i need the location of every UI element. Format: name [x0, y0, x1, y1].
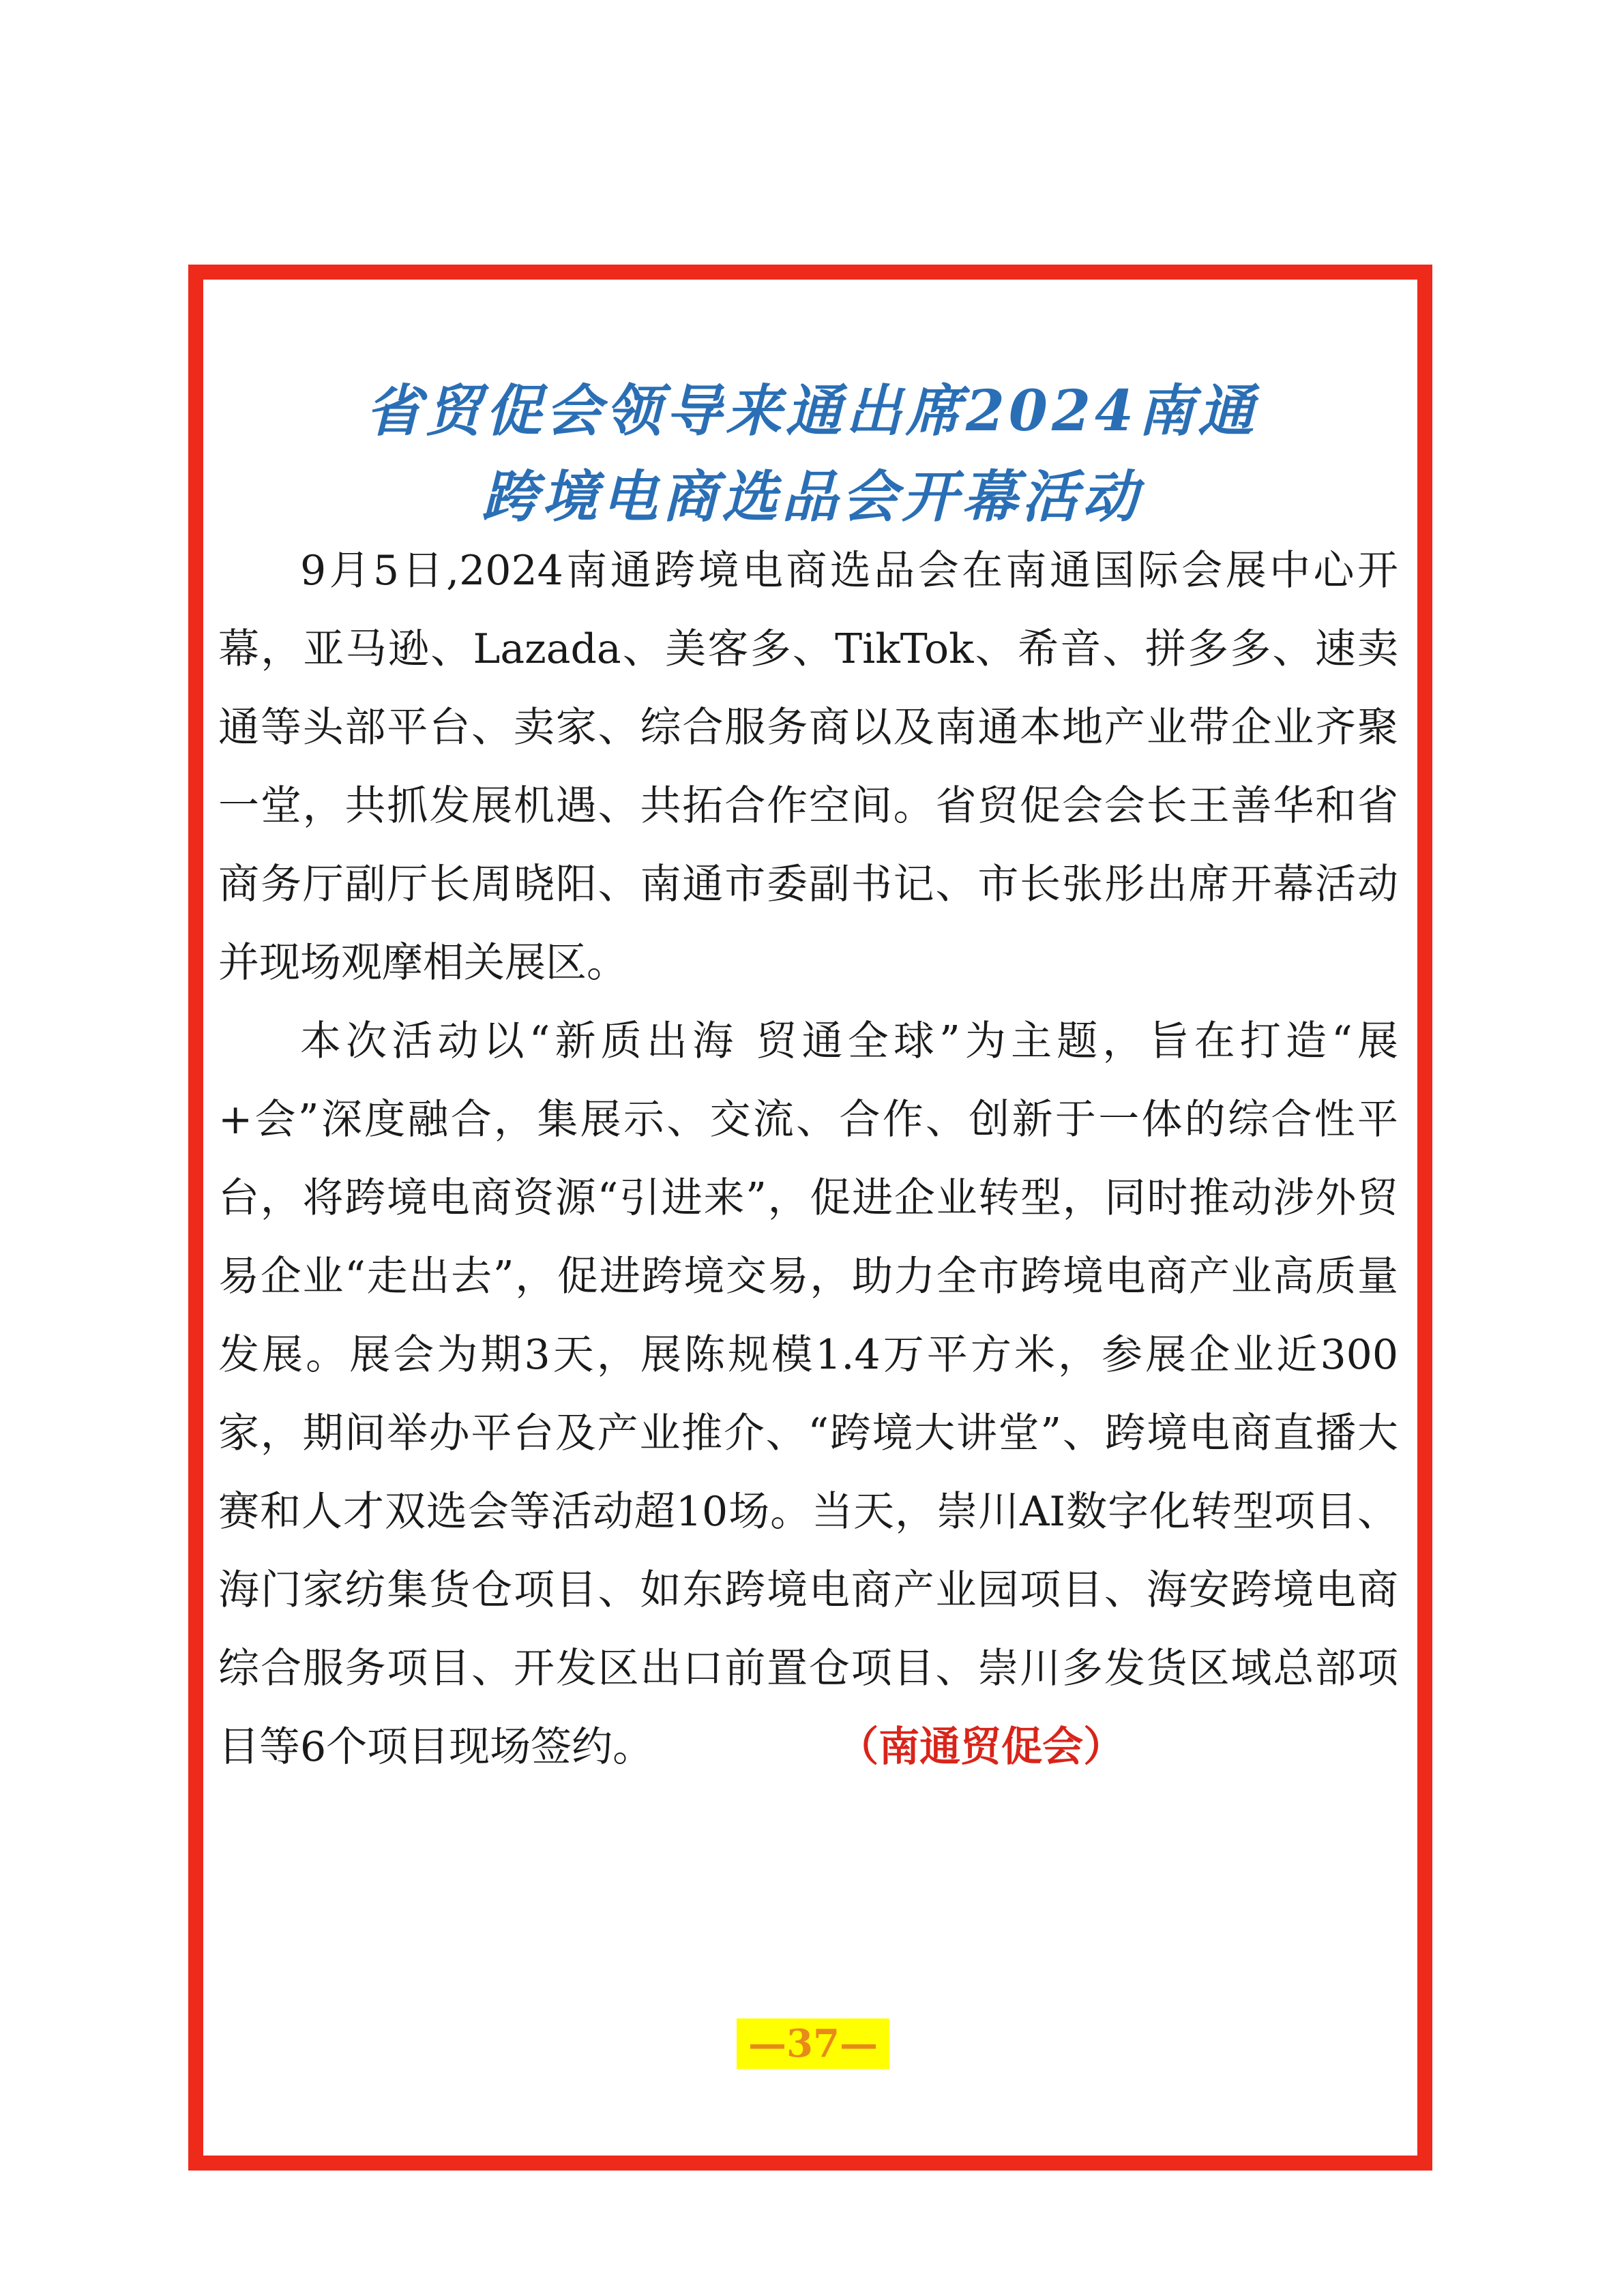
article-paragraph-2-text: 本次活动以“新质出海 贸通全球”为主题，旨在打造“展+会”深度融合，集展示、交流、合作、创新于一体的综合性平台，将跨境电商资源“引进来”，促进企业转型，同时推动涉外贸易企业“走出去”，促进跨境交易，助力全市跨境电商产业高质量发展。展会为期3天，展陈规模1.4万平方米，参展企业近300家，期间举办平台及产业推介、“跨境大讲堂”、跨境电商直播大赛和人才双选会等活动超10场。当天，崇川AI数字化转型项目、海门家纺集货仓项目、如东跨境电商产业园项目、海安跨境电商综合服务项目、开发区出口前置仓项目、崇川多发货区域总部项目等6个项目现场签约。 [218, 1017, 1398, 1771]
article-paragraph-2 [218, 1002, 1398, 1787]
article-title-line-2: 跨境电商选品会开幕活动 [482, 464, 1142, 530]
article-title [225, 368, 1398, 540]
page-number: —37— [737, 2018, 889, 2069]
article-body [218, 532, 1398, 1787]
article-paragraph-1: 9月5日,2024南通跨境电商选品会在南通国际会展中心开幕，亚马逊、Lazada、美客多、TikTok、希音、拼多多、速卖通等头部平台、卖家、综合服务商以及南通本地产业带企业齐聚一堂，共抓发展机遇、共拓合作空间。省贸促会会长王善华和省商务厅副厅长周晓阳、南通市委副书记、市长张彤出席开幕活动并现场观摩相关展区。 [218, 547, 1398, 987]
article-source: （南通贸促会） [858, 1723, 1125, 1771]
article-title-line-1: 省贸促会领导来通出席2024南通 [365, 378, 1258, 444]
